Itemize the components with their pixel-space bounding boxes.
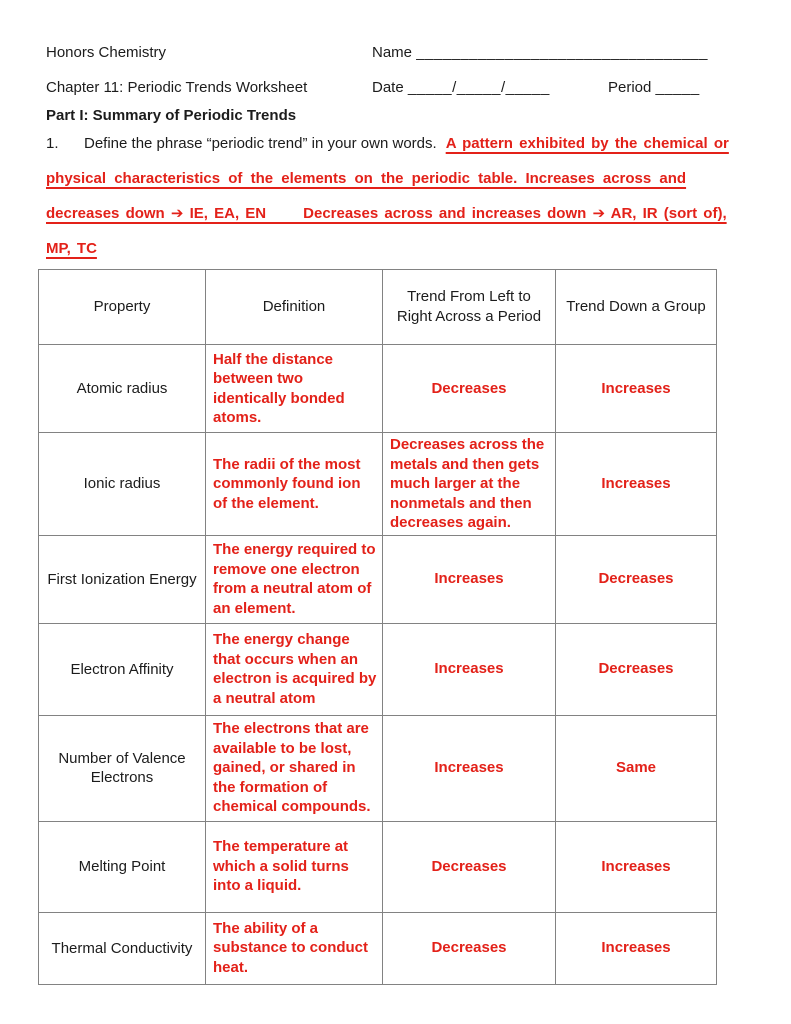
date-field [372, 79, 550, 96]
date-blank-line: _____/_____/_____ [407, 79, 550, 96]
trend-down-cell: Same [556, 715, 717, 821]
name-field [372, 44, 708, 61]
property-cell: Electron Affinity [39, 623, 206, 715]
trend-across-cell: Decreases [383, 345, 556, 433]
property-cell: Thermal Conductivity [39, 912, 206, 984]
definition-cell: Half the distance between two identically bonded atoms. [206, 345, 383, 433]
trend-down-cell: Decreases [556, 535, 717, 623]
trend-across-cell: Increases [383, 623, 556, 715]
trend-down-cell: Decreases [556, 623, 717, 715]
property-cell: Number of Valence Electrons [39, 715, 206, 821]
answer-line-3: decreases down ➔ IE, EA, EN Decreases across and increases down ➔ AR, IR (sort of), [46, 205, 727, 222]
trend-down-cell: Increases [556, 912, 717, 984]
table-row-first-ionization-energy [39, 535, 717, 623]
trend-across-cell: Increases [383, 715, 556, 821]
trend-across-cell: Decreases across the metals and then gets much larger at the nonmetals and then decreases again. [383, 433, 556, 536]
property-cell: Atomic radius [39, 345, 206, 433]
trends-table [38, 269, 717, 985]
property-cell: First Ionization Energy [39, 535, 206, 623]
part1-heading: Part I: Summary of Periodic Trends [46, 107, 297, 124]
question-1-prompt: Define the phrase “periodic trend” in your own words. [84, 135, 437, 152]
definition-cell: The energy change that occurs when an electron is acquired by a neutral atom [206, 623, 383, 715]
trend-down-cell: Increases [556, 345, 717, 433]
property-cell: Melting Point [39, 821, 206, 912]
table-row-melting-point [39, 821, 717, 912]
trend-across-cell: Increases [383, 535, 556, 623]
col-header-property: Property [39, 270, 206, 345]
trend-across-cell: Decreases [383, 912, 556, 984]
col-header-definition: Definition [206, 270, 383, 345]
table-row-ionic-radius [39, 433, 717, 536]
period-blank-line: _____ [655, 79, 700, 96]
table-row-thermal-conductivity [39, 912, 717, 984]
date-label: Date [372, 79, 404, 96]
period-label: Period [608, 79, 652, 96]
header-row-2 [46, 79, 745, 96]
table-row-atomic-radius [39, 345, 717, 433]
header-row-1 [46, 44, 745, 61]
definition-cell: The energy required to remove one electron from a neutral atom of an element. [206, 535, 383, 623]
question-1-line [46, 135, 745, 152]
name-blank-line: _________________________________ [416, 44, 708, 61]
table-row-valence-electrons [39, 715, 717, 821]
col-header-trend-down: Trend Down a Group [556, 270, 717, 345]
trend-across-cell: Decreases [383, 821, 556, 912]
trend-down-cell: Increases [556, 433, 717, 536]
answer-line-2: physical characteristics of the elements on the periodic table. Increases across and [46, 170, 687, 187]
chapter-title: Chapter 11: Periodic Trends Worksheet [46, 79, 308, 96]
name-label: Name [372, 44, 413, 61]
definition-cell: The electrons that are available to be lost, gained, or shared in the formation of chemical compounds. [206, 715, 383, 821]
definition-cell: The ability of a substance to conduct heat. [206, 912, 383, 984]
answer-line-4: MP, TC [46, 240, 97, 257]
question-1-number: 1. [46, 135, 59, 152]
property-cell: Ionic radius [39, 433, 206, 536]
answer-line-1: A pattern exhibited by the chemical or [445, 135, 729, 152]
table-header-row [39, 270, 717, 345]
course-title: Honors Chemistry [46, 44, 167, 61]
definition-cell: The radii of the most commonly found ion of the element. [206, 433, 383, 536]
period-field [608, 79, 700, 96]
definition-cell: The temperature at which a solid turns into a liquid. [206, 821, 383, 912]
col-header-trend-across: Trend From Left to Right Across a Period [383, 270, 556, 345]
trend-down-cell: Increases [556, 821, 717, 912]
table-row-electron-affinity [39, 623, 717, 715]
